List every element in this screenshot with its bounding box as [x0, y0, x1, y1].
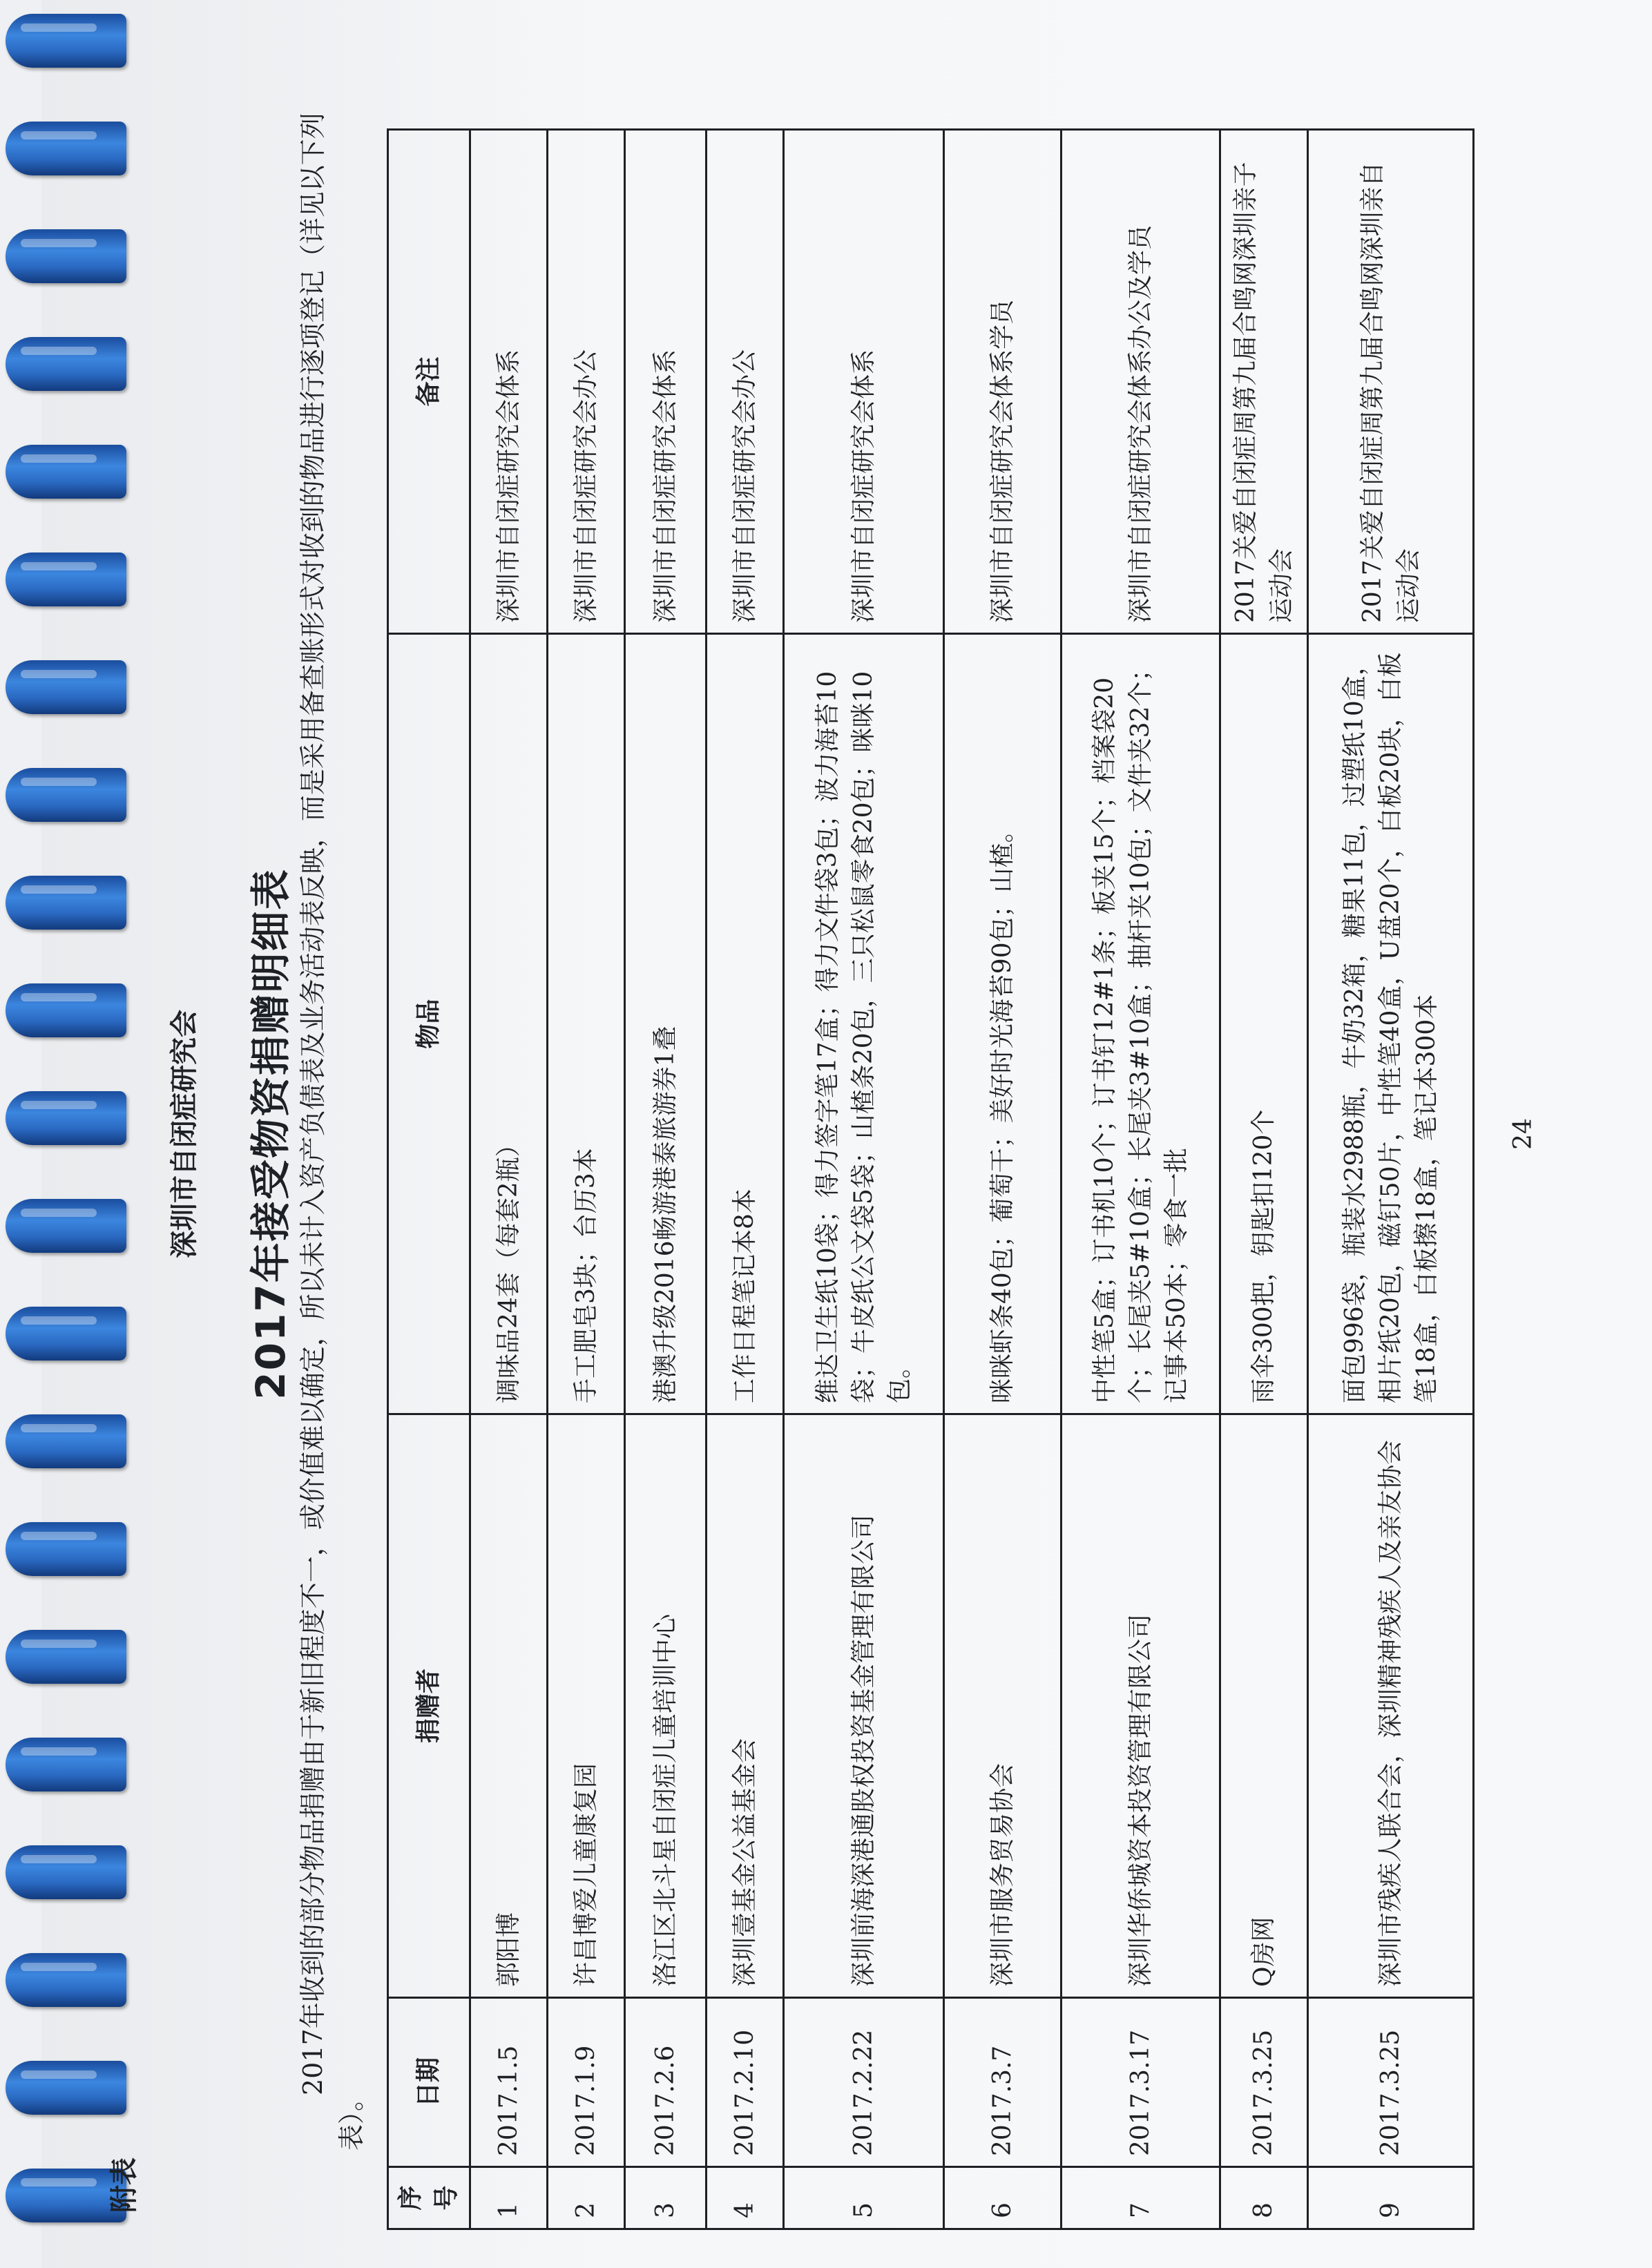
cell-items: 调味品24套（每套2瓶） [470, 634, 548, 1414]
cell-date: 2017.1.5 [470, 1998, 548, 2167]
header-donor: 捐赠者 [388, 1414, 470, 1998]
page-number: 24 [1509, 1118, 1537, 1150]
header-items: 物品 [388, 634, 470, 1414]
table-row [1220, 130, 1308, 2229]
cell-date: 2017.1.9 [548, 1998, 625, 2167]
cell-items: 手工肥皂3块；台历3本 [548, 634, 625, 1414]
cell-date: 2017.3.7 [944, 1998, 1062, 2167]
cell-no: 6 [944, 2167, 1062, 2229]
cell-remark: 深圳市自闭症研究会办公 [707, 130, 784, 634]
table-row [1308, 130, 1474, 2229]
cell-donor: 深圳壹基金公益基金会 [707, 1414, 784, 1998]
cell-items: 雨伞300把，钥匙扣120个 [1220, 634, 1308, 1414]
cell-no: 7 [1062, 2167, 1220, 2229]
cell-donor: 深圳市残疾人联合会，深圳精神残疾人及亲友协会 [1308, 1414, 1474, 1998]
cell-remark: 2017关爱自闭症周第九届合鸣网深圳亲自运动会 [1308, 130, 1474, 634]
cell-no: 8 [1220, 2167, 1308, 2229]
cell-donor: Q房网 [1220, 1414, 1308, 1998]
cell-date: 2017.2.10 [707, 1998, 784, 2167]
cell-date: 2017.3.17 [1062, 1998, 1220, 2167]
cell-date: 2017.3.25 [1220, 1998, 1308, 2167]
cell-date: 2017.2.22 [784, 1998, 944, 2167]
cell-donor: 郭阳博 [470, 1414, 548, 1998]
cell-items: 维达卫生纸10袋；得力签字笔17盒；得力文件袋3包；波力海苔10袋；牛皮纸公文袋5袋；山楂条20包，三只松鼠零食20包；咪咪10包。 [784, 634, 944, 1414]
table-header-row [388, 130, 470, 2229]
table-row [944, 130, 1062, 2229]
donation-table [387, 128, 1475, 2230]
cell-remark: 2017关爱自闭症周第九届合鸣网深圳亲子运动会 [1220, 130, 1308, 634]
appendix-mark: 附表 [108, 2158, 140, 2213]
cell-remark: 深圳市自闭症研究会办公 [548, 130, 625, 634]
cell-no: 5 [784, 2167, 944, 2229]
cell-items: 中性笔5盒；订书机10个；订书钉12#1条；板夹15个；档案袋20个；长尾夹5#10盒；长尾夹3#10盒；抽杆夹10包；文件夹32个；记事本50本；零食一批 [1062, 634, 1220, 1414]
cell-no: 4 [707, 2167, 784, 2229]
cell-donor: 深圳前海深港通股权投资基金管理有限公司 [784, 1414, 944, 1998]
table-row [548, 130, 625, 2229]
cell-no: 9 [1308, 2167, 1474, 2229]
cell-items: 咪咪虾条40包；葡萄干；美好时光海苔90包；山楂。 [944, 634, 1062, 1414]
table-row [1062, 130, 1220, 2229]
cell-remark: 深圳市自闭症研究会体系学员 [944, 130, 1062, 634]
organization-name: 深圳市自闭症研究会 [169, 1010, 200, 1258]
cell-remark: 深圳市自闭症研究会体系 [625, 130, 707, 634]
cell-no: 3 [625, 2167, 707, 2229]
table-row [470, 130, 548, 2229]
intro-paragraph: 2017年收到的部分物品捐赠由于新旧程度不一，或价值难以确定，所以未计入资产负债表及业务活动表反映，而是采用备查账形式对收到的物品进行逐项登记（详见以下列表）。 [298, 113, 367, 2151]
cell-no: 2 [548, 2167, 625, 2229]
cell-items: 工作日程笔记本8本 [707, 634, 784, 1414]
header-date: 日期 [388, 1998, 470, 2167]
table-row [625, 130, 707, 2229]
cell-date: 2017.2.6 [625, 1998, 707, 2167]
cell-remark: 深圳市自闭症研究会体系 [784, 130, 944, 634]
cell-donor: 洛江区北斗星自闭症儿童培训中心 [625, 1414, 707, 1998]
cell-donor: 深圳市服务贸易协会 [944, 1414, 1062, 1998]
cell-remark: 深圳市自闭症研究会体系办公及学员 [1062, 130, 1220, 634]
cell-donor: 深圳华侨城资本投资管理有限公司 [1062, 1414, 1220, 1998]
cell-items: 面包996袋，瓶装水2988瓶，牛奶32箱，糖果11包，过塑纸10盒，相片纸20包，磁钉50片，中性笔40盒，U盘20个，白板20块，白板笔18盒，白板擦18盒，笔记本300本 [1308, 634, 1474, 1414]
cell-items: 港澳升级2016畅游港泰旅游券1叠 [625, 634, 707, 1414]
cell-no: 1 [470, 2167, 548, 2229]
header-no: 序号 [388, 2167, 470, 2229]
table-row [707, 130, 784, 2229]
header-remark: 备注 [388, 130, 470, 634]
cell-remark: 深圳市自闭症研究会体系 [470, 130, 548, 634]
cell-donor: 许昌博爱儿童康复园 [548, 1414, 625, 1998]
cell-date: 2017.3.25 [1308, 1998, 1474, 2167]
table-row [784, 130, 944, 2229]
document-title: 2017年接受物资捐赠明细表 [247, 868, 294, 1400]
